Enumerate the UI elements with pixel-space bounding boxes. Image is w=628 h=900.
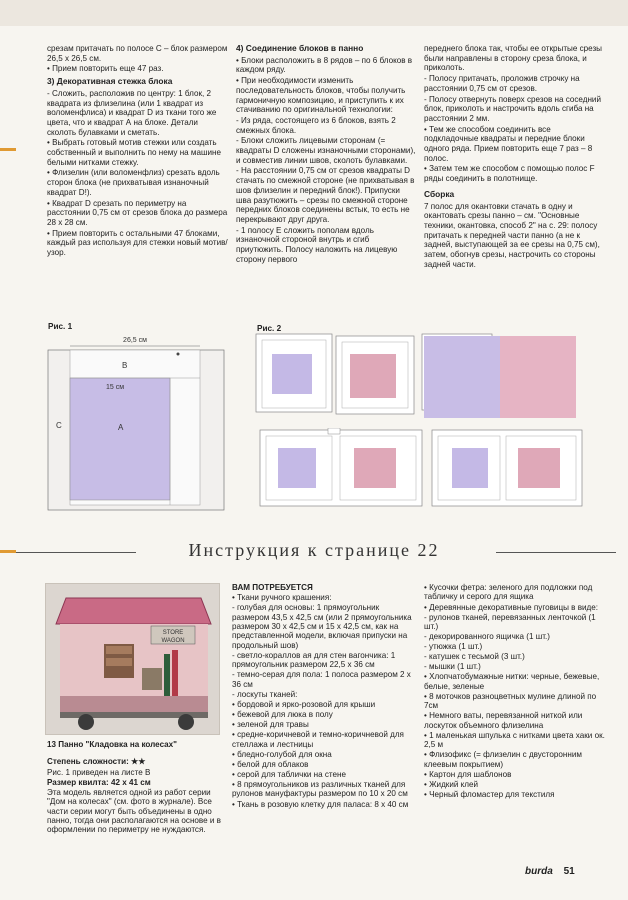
material-item: • бежевой для люка в полу	[232, 710, 333, 720]
paragraph: • Тем же способом соединить все подкладочные квадраты и передние блоки одного ряда. Прием повторить еще 7 раз – 8 полос.	[424, 124, 593, 163]
inner-dimension: 15 см	[106, 384, 125, 391]
paragraph: переднего блока так, чтобы ее открытые срезы были направлены в сторону среза блока, и приколоть.	[424, 44, 602, 73]
material-item: • зеленой для травы	[232, 720, 309, 730]
paragraph: - На расстоянии 0,75 см от срезов квадраты D стачать по смежной стороне (не прихватывая в шов флизелин и передний блок!). Припуски шва разутюжить – срезы по смежной стороне передних блоков соединены встык, то есть не перекрывают друг друга.	[236, 166, 415, 224]
material-item: • Черный фломастер для текстиля	[424, 790, 555, 800]
material-item: • 1 маленькая шпулька с нитками цвета хаки ок. 2,5 м	[424, 730, 605, 750]
paragraph: - Сложить, расположив по центру: 1 блок, 2 квадрата из флизелина (или 1 квадрат из воломенфлиса) и квадрат D из ткани того же цвета, что и квадрат А на блоке. Детали сколоть булавками и сметать.	[47, 88, 217, 137]
material-item: • серой для таблички на стене	[232, 769, 346, 779]
quilt-photo	[45, 583, 220, 735]
material-item: • Немного ваты, перевязанной ниткой или лоскуток объемного флизелина	[424, 711, 583, 730]
letter-b: B	[122, 361, 128, 370]
quilt-size: Размер квилта: 42 х 41 см	[47, 777, 151, 787]
text-column-2	[236, 44, 416, 265]
material-item: - светло-кораллов ая для стен вагончика: 1 прямоугольник размером 22,5 х 36 см	[232, 650, 396, 670]
paragraph: • Затем тем же способом с помощью полос F ряды соединить в полотнище.	[424, 164, 595, 184]
materials-list-continued	[424, 583, 606, 800]
material-item: • бордовой и ярко-розовой для крыши	[232, 700, 376, 709]
paragraph: • Прием повторить с остальными 47 блоками, каждый раз используя для стежки новый мотив/узор.	[47, 228, 228, 258]
figure-2-label: Рис. 2	[257, 324, 282, 333]
section-heading: 4) Соединение блоков в панно	[236, 43, 364, 53]
material-item: • Ткань в розовую клетку для паласа: 8 х 40 см	[232, 799, 409, 809]
paragraph: - Из ряда, состоящего из 6 блоков, взять 2 смежных блока.	[236, 115, 396, 135]
sign-text-2: WAGON	[161, 638, 185, 644]
material-item: - лоскуты тканей:	[232, 689, 298, 699]
figure-note: Рис. 1 приведен на листе В	[47, 767, 151, 777]
material-item: • бледно-голубой для окна	[232, 749, 332, 759]
material-item: • Флизофикс (= флизелин с двусторонним клеевым покрытием)	[424, 750, 582, 769]
letter-a: A	[118, 423, 124, 432]
paragraph: • При необходимости изменить последовательность блоков, чтобы получить гармоничную композицию, и приступить к их стачиванию по оригинальной технологии:	[236, 76, 406, 115]
paragraph: - Полосу притачать, проложив строчку на расстоянии 0,75 см от срезов.	[424, 74, 580, 93]
quilt-illustration	[46, 584, 219, 734]
material-item: • белой для облаков	[232, 759, 309, 769]
page-footer	[525, 866, 575, 877]
sign-text-1: STORE	[162, 630, 184, 636]
paragraph: • Прием повторить еще 47 раз.	[47, 64, 164, 74]
materials-list	[232, 583, 417, 810]
material-item: • Картон для шаблонов	[424, 769, 512, 779]
material-item: - катушек с тесьмой (3 шт.)	[424, 652, 525, 662]
lavender-square	[272, 354, 312, 394]
figure-1-diagram	[40, 330, 230, 516]
material-item: - мышки (1 шт.)	[424, 662, 481, 672]
brand-logo: burda	[525, 866, 553, 877]
paragraph: • Выбрать готовый мотив стежки или создать собственный и выполнить по нему на машине белыми нитками стежку.	[47, 138, 221, 167]
page-number: 51	[563, 866, 575, 877]
margin-accent	[0, 148, 16, 151]
material-item: • Деревянные декоративные пуговицы в виде:	[424, 602, 598, 612]
material-item: • Кусочки фетра: зеленого для подложки под табличку и серого для ящика	[424, 583, 593, 602]
letter-c: C	[56, 421, 62, 430]
paragraph: срезам притачать по полосе С – блок размером 26,5 х 26,5 см.	[47, 44, 228, 63]
square-a	[70, 378, 170, 500]
project-title: 13 Панно "Кладовка на колесах"	[47, 740, 178, 749]
material-item: - декорированного ящичка (1 шт.)	[424, 632, 550, 642]
paragraph: • Блоки расположить в 8 рядов – по 6 блоков в каждом ряду.	[236, 55, 413, 75]
material-item: - голубая для основы: 1 прямоугольник размером 43,5 х 42,5 см (или 2 прямоугольника размером 30 х 42,5 см и 15 х 42,5 см, как на представленной модели, включая припуски на продольный шов)	[232, 603, 412, 650]
difficulty: Степень сложности: ★★	[47, 757, 146, 767]
figure-1-label: Рис. 1	[48, 322, 73, 331]
materials-title: ВАМ ПОТРЕБУЕТСЯ	[232, 583, 313, 592]
lavender-half	[424, 336, 500, 418]
joined-panel	[424, 336, 576, 420]
material-item: - утюжка (1 шт.)	[424, 642, 483, 652]
material-item: - темно-серая для пола: 1 полоса размером 2 х 36 см	[232, 670, 411, 689]
material-item: - рулонов тканей, перевязанных ленточкой (1 шт.)	[424, 612, 596, 631]
description: Эта модель является одной из работ серии "Дом на колесах" (см. фото в журнале). Все части серии могут быть объединены в одно панно, тогда они располагаются на основе и в оформлении по периметру не нуждаются.	[47, 787, 221, 835]
section-title: Инструкция к странице 22	[188, 540, 440, 560]
text-column-1	[47, 44, 229, 259]
project-info	[47, 740, 225, 835]
material-item: • Ткани ручного крашения:	[232, 593, 332, 603]
text-column-3	[424, 44, 606, 270]
paragraph: - Блоки сложить лицевыми сторонам (= квадраты D сложены изнаночными сторонами), и совместив линии швов, сколоть булавками.	[236, 136, 416, 165]
section-heading: 3) Декоративная стежка блока	[47, 76, 173, 87]
paragraph: 7 полос для окантовки стачать в одну и окантовать срезы панно – см. "Основные техники, окантовка, способ 2" на с. 29: полосу притачать к передней части панно (а не к задней, выступающей за ее срезы на 0,75 см), затем, обогнув срезы, настрочить со стороны задней части.	[424, 201, 600, 269]
material-item: • 8 моточков разноцветных мулине длиной по 7см	[424, 691, 597, 711]
dimension-label: 26,5 см	[123, 337, 147, 344]
paragraph: • Квадрат D срезать по периметру на расстоянии 0,75 см от срезов блока до размера 28 х 28 см.	[47, 198, 228, 227]
material-item: • средне-коричневой и темно-коричневой для стеллажа и лестницы	[232, 730, 404, 749]
material-item: • Хлопчатобумажные нитки: черные, бежевые, белые, зеленые	[424, 672, 600, 691]
paragraph: • Флизелин (или воломенфлиз) срезать вдоль сторон блока (не прихватывая изнаночный квадрат D!).	[47, 168, 220, 197]
paragraph: - Полосу отвернуть поверх срезов на соседний блок, приколоть и настрочить вдоль сгиба на расстоянии 2 мм.	[424, 94, 601, 123]
section-heading: Сборка	[424, 188, 455, 199]
pink-square	[350, 354, 396, 398]
figure-2-lower-row	[256, 428, 586, 510]
paragraph: - 1 полосу Е сложить пополам вдоль изнаночной стороной внутрь и сгиб приутюжить. Полосу наложить на лицевую сторону первого	[236, 225, 398, 264]
top-band	[0, 0, 628, 26]
material-item: • 8 прямоугольников из различных тканей для рулонов мануфактуры размером по 10 х 20 см	[232, 780, 408, 799]
pink-half	[500, 336, 576, 418]
material-item: • Жидкий клей	[424, 780, 479, 790]
